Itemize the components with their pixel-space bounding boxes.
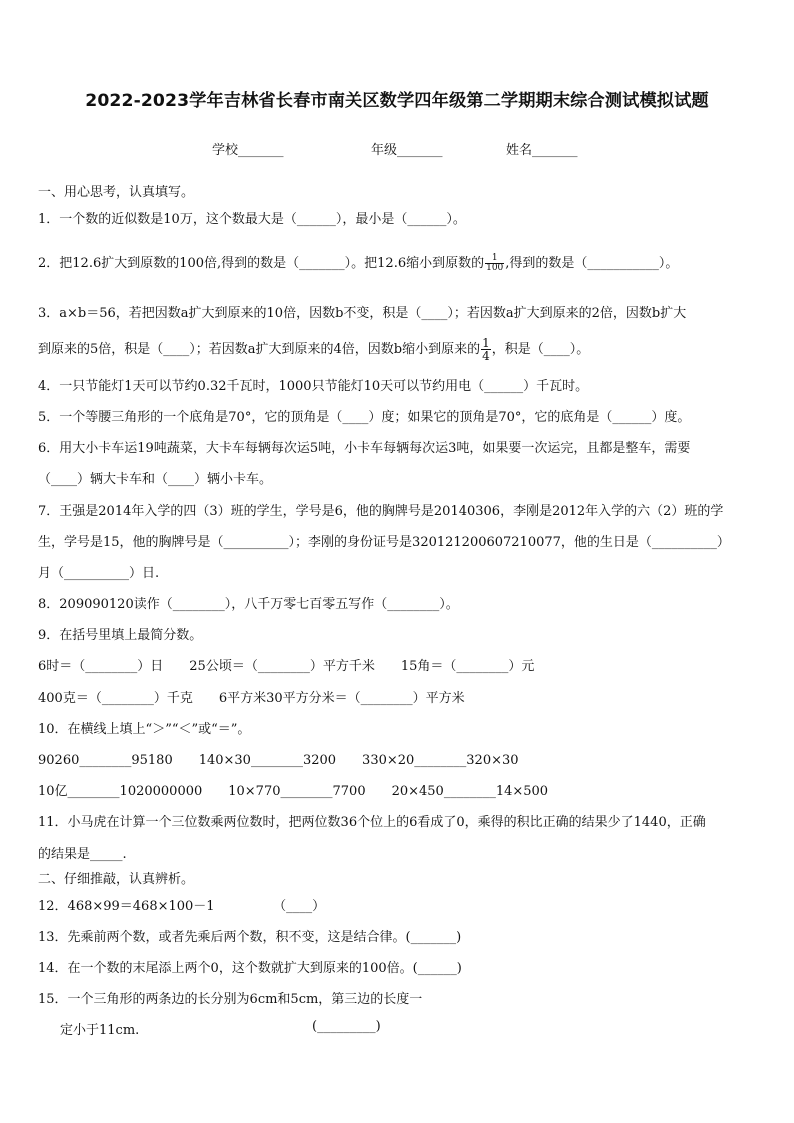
question-9-row-2: 400克＝（________）千克 6平方米30平方分米＝（________）平方米 xyxy=(38,691,465,706)
page-title: 2022-2023学年吉林省长春市南关区数学四年级第二学期期末综合测试模拟试题 xyxy=(85,91,709,111)
question-15-answer-blank: (_________) xyxy=(312,1019,381,1034)
fraction-denominator: 100 xyxy=(486,263,504,273)
question-11-line-1: 11．小马虎在计算一个三位数乘两位数时，把两位数36个位上的6看成了0，乘得的积比正确的结果少了1440，正确 xyxy=(38,815,706,830)
question-2-part-b: ,得到的数是（___________）。 xyxy=(505,256,679,271)
question-12: 12．468×99＝468×100－1 （____） xyxy=(38,899,326,914)
question-2-part-a: 2．把12.6扩大到原数的100倍,得到的数是（_______）。把12.6缩小到原数的 xyxy=(38,256,485,271)
question-6-line-2: （____）辆大卡车和（____）辆小卡车。 xyxy=(38,472,273,487)
school-field: 学校_______ xyxy=(212,143,284,158)
question-9: 9．在括号里填上最简分数。 xyxy=(38,628,203,643)
name-field: 姓名_______ xyxy=(506,143,578,158)
fraction-numerator: 1 xyxy=(482,336,490,350)
question-1: 1．一个数的近似数是10万，这个数最大是（______），最小是（______）。 xyxy=(38,212,466,227)
question-7-line-1: 7．王强是2014年入学的四（3）班的学生，学号是6，他的胸牌号是20140306，李刚是2012年入学的六（2）班的学 xyxy=(38,504,724,519)
question-8: 8．209090120读作（________），八千万零七百零五写作（________）。 xyxy=(38,597,459,612)
question-6-line-1: 6．用大小卡车运19吨蔬菜，大卡车每辆每次运5吨，小卡车每辆每次运3吨，如果要一次运完，且都是整车，需要 xyxy=(38,441,691,456)
question-3-part-b: 到原来的5倍，积是（____）；若因数a扩大到原来的4倍，因数b缩小到原来的 xyxy=(38,342,481,357)
section-2-heading: 二、仔细推敲，认真辨析。 xyxy=(38,872,195,887)
question-5: 5．一个等腰三角形的一个底角是70°，它的顶角是（____）度；如果它的顶角是70°，它的底角是（______）度。 xyxy=(38,410,691,425)
question-10-row-2: 10亿________1020000000 10×770________7700 20×450________14×500 xyxy=(38,784,549,799)
question-3-line-2 xyxy=(38,337,589,362)
question-4: 4．一只节能灯1天可以节约0.32千瓦时，1000只节能灯10天可以节约用电（______）千瓦时。 xyxy=(38,379,589,394)
fraction-one-hundredth xyxy=(485,254,504,273)
grade-field: 年级_______ xyxy=(371,143,443,158)
question-10-row-1: 90260________95180 140×30________3200 330×20________320×30 xyxy=(38,753,519,768)
question-3-line-1: 3．a×b＝56，若把因数a扩大到原来的10倍，因数b不变，积是（____）；若因数a扩大到原来的2倍，因数b扩大 xyxy=(38,306,687,321)
question-3-part-c: ，积是（____）。 xyxy=(491,342,590,357)
question-14: 14．在一个数的末尾添上两个0，这个数就扩大到原来的100倍。(______) xyxy=(38,961,462,976)
question-10: 10．在横线上填上“＞”“＜”或“＝”。 xyxy=(38,722,251,737)
fraction-denominator: 4 xyxy=(482,349,490,363)
question-15-line-2: 定小于11cm. xyxy=(60,1023,140,1038)
question-15-line-1: 15．一个三角形的两条边的长分别为6cm和5cm，第三边的长度一 xyxy=(38,992,423,1007)
question-7-line-2: 生，学号是15，他的胸牌号是（__________）；李刚的身份证号是320121200607210077，他的生日是（__________） xyxy=(38,535,730,550)
question-9-row-1: 6时＝（________）日 25公顷＝（________）平方千米 15角＝（________）元 xyxy=(38,659,535,674)
section-1-heading: 一、用心思考，认真填写。 xyxy=(38,185,195,200)
question-2 xyxy=(38,252,678,273)
question-11-line-2: 的结果是_____. xyxy=(38,847,127,862)
fraction-one-quarter xyxy=(481,337,491,362)
fraction-numerator: 1 xyxy=(485,254,504,264)
question-7-line-3: 月（__________）日. xyxy=(38,566,160,581)
question-13: 13．先乘前两个数，或者先乘后两个数，积不变，这是结合律。(_______) xyxy=(38,930,462,945)
